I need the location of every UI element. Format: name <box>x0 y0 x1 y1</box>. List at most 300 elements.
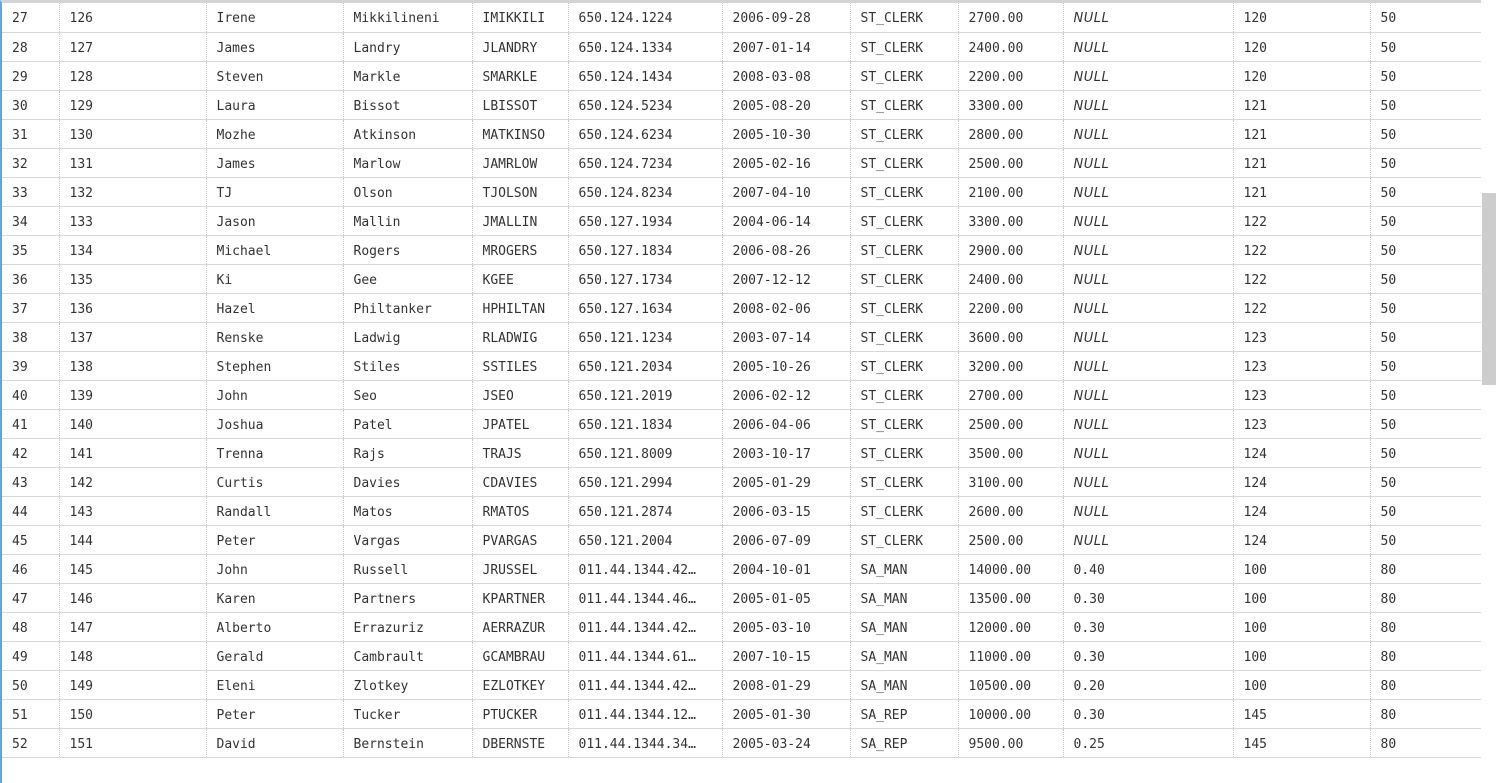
first-name-cell[interactable]: Stephen <box>206 351 343 380</box>
hire-date-cell[interactable]: 2007-10-15 <box>722 641 850 670</box>
last-name-cell[interactable]: Rogers <box>343 235 472 264</box>
table-row[interactable] <box>2 32 1481 61</box>
phone-number-cell[interactable]: 650.124.1334 <box>568 32 722 61</box>
salary-cell[interactable]: 2500.00 <box>958 525 1063 554</box>
salary-cell[interactable]: 9500.00 <box>958 728 1063 757</box>
salary-cell[interactable]: 3300.00 <box>958 90 1063 119</box>
first-name-cell[interactable]: John <box>206 380 343 409</box>
commission-pct-cell[interactable]: NULL <box>1063 351 1233 380</box>
email-cell[interactable]: EZLOTKEY <box>472 670 568 699</box>
table-row[interactable] <box>2 293 1481 322</box>
job-id-cell[interactable]: SA_MAN <box>850 670 958 699</box>
last-name-cell[interactable]: Bissot <box>343 90 472 119</box>
first-name-cell[interactable]: Joshua <box>206 409 343 438</box>
department-id-cell[interactable]: 50 <box>1370 351 1481 380</box>
salary-cell[interactable]: 2800.00 <box>958 119 1063 148</box>
email-cell[interactable]: DBERNSTE <box>472 728 568 757</box>
table-row[interactable] <box>2 119 1481 148</box>
manager-id-cell[interactable]: 121 <box>1233 119 1370 148</box>
department-id-cell[interactable]: 50 <box>1370 3 1481 32</box>
manager-id-cell[interactable]: 122 <box>1233 235 1370 264</box>
department-id-cell[interactable]: 50 <box>1370 61 1481 90</box>
department-id-cell[interactable]: 50 <box>1370 322 1481 351</box>
commission-pct-cell[interactable]: NULL <box>1063 293 1233 322</box>
job-id-cell[interactable]: ST_CLERK <box>850 525 958 554</box>
email-cell[interactable]: JMALLIN <box>472 206 568 235</box>
table-row[interactable] <box>2 235 1481 264</box>
employee-id-cell[interactable]: 142 <box>59 467 206 496</box>
department-id-cell[interactable]: 50 <box>1370 496 1481 525</box>
commission-pct-cell[interactable]: NULL <box>1063 119 1233 148</box>
employee-id-cell[interactable]: 126 <box>59 3 206 32</box>
first-name-cell[interactable]: Jason <box>206 206 343 235</box>
job-id-cell[interactable]: ST_CLERK <box>850 235 958 264</box>
manager-id-cell[interactable]: 100 <box>1233 641 1370 670</box>
salary-cell[interactable]: 2500.00 <box>958 148 1063 177</box>
first-name-cell[interactable]: TJ <box>206 177 343 206</box>
manager-id-cell[interactable]: 120 <box>1233 32 1370 61</box>
job-id-cell[interactable]: ST_CLERK <box>850 3 958 32</box>
employee-id-cell[interactable]: 129 <box>59 90 206 119</box>
email-cell[interactable]: IMIKKILI <box>472 3 568 32</box>
employee-id-cell[interactable]: 133 <box>59 206 206 235</box>
hire-date-cell[interactable]: 2003-07-14 <box>722 322 850 351</box>
first-name-cell[interactable]: Renske <box>206 322 343 351</box>
last-name-cell[interactable]: Marlow <box>343 148 472 177</box>
department-id-cell[interactable]: 50 <box>1370 32 1481 61</box>
table-row[interactable] <box>2 583 1481 612</box>
job-id-cell[interactable]: ST_CLERK <box>850 119 958 148</box>
employee-id-cell[interactable]: 132 <box>59 177 206 206</box>
manager-id-cell[interactable]: 121 <box>1233 148 1370 177</box>
job-id-cell[interactable]: ST_CLERK <box>850 351 958 380</box>
hire-date-cell[interactable]: 2006-04-06 <box>722 409 850 438</box>
scrollbar-thumb[interactable] <box>1482 193 1496 385</box>
phone-number-cell[interactable]: 650.124.1434 <box>568 61 722 90</box>
job-id-cell[interactable]: ST_CLERK <box>850 438 958 467</box>
hire-date-cell[interactable]: 2008-03-08 <box>722 61 850 90</box>
manager-id-cell[interactable]: 122 <box>1233 264 1370 293</box>
job-id-cell[interactable]: ST_CLERK <box>850 264 958 293</box>
email-cell[interactable]: PTUCKER <box>472 699 568 728</box>
last-name-cell[interactable]: Matos <box>343 496 472 525</box>
salary-cell[interactable]: 3100.00 <box>958 467 1063 496</box>
employee-id-cell[interactable]: 150 <box>59 699 206 728</box>
email-cell[interactable]: KGEE <box>472 264 568 293</box>
department-id-cell[interactable]: 50 <box>1370 409 1481 438</box>
manager-id-cell[interactable]: 124 <box>1233 496 1370 525</box>
table-row[interactable] <box>2 177 1481 206</box>
department-id-cell[interactable]: 50 <box>1370 293 1481 322</box>
first-name-cell[interactable]: James <box>206 148 343 177</box>
email-cell[interactable]: CDAVIES <box>472 467 568 496</box>
last-name-cell[interactable]: Errazuriz <box>343 612 472 641</box>
first-name-cell[interactable]: Steven <box>206 61 343 90</box>
commission-pct-cell[interactable]: NULL <box>1063 322 1233 351</box>
salary-cell[interactable]: 13500.00 <box>958 583 1063 612</box>
commission-pct-cell[interactable]: NULL <box>1063 264 1233 293</box>
department-id-cell[interactable]: 80 <box>1370 612 1481 641</box>
employee-id-cell[interactable]: 141 <box>59 438 206 467</box>
job-id-cell[interactable]: SA_MAN <box>850 554 958 583</box>
job-id-cell[interactable]: ST_CLERK <box>850 293 958 322</box>
job-id-cell[interactable]: ST_CLERK <box>850 206 958 235</box>
table-row[interactable] <box>2 351 1481 380</box>
hire-date-cell[interactable]: 2007-12-12 <box>722 264 850 293</box>
table-row[interactable] <box>2 148 1481 177</box>
employee-id-cell[interactable]: 143 <box>59 496 206 525</box>
employee-id-cell[interactable]: 137 <box>59 322 206 351</box>
phone-number-cell[interactable]: 650.121.8009 <box>568 438 722 467</box>
first-name-cell[interactable]: David <box>206 728 343 757</box>
phone-number-cell[interactable]: 650.121.2874 <box>568 496 722 525</box>
job-id-cell[interactable]: ST_CLERK <box>850 177 958 206</box>
hire-date-cell[interactable]: 2006-07-09 <box>722 525 850 554</box>
job-id-cell[interactable]: SA_REP <box>850 728 958 757</box>
email-cell[interactable]: SSTILES <box>472 351 568 380</box>
salary-cell[interactable]: 2600.00 <box>958 496 1063 525</box>
hire-date-cell[interactable]: 2004-10-01 <box>722 554 850 583</box>
first-name-cell[interactable]: Hazel <box>206 293 343 322</box>
commission-pct-cell[interactable]: NULL <box>1063 496 1233 525</box>
salary-cell[interactable]: 2400.00 <box>958 264 1063 293</box>
email-cell[interactable]: RLADWIG <box>472 322 568 351</box>
last-name-cell[interactable]: Seo <box>343 380 472 409</box>
employee-id-cell[interactable]: 145 <box>59 554 206 583</box>
manager-id-cell[interactable]: 124 <box>1233 525 1370 554</box>
commission-pct-cell[interactable]: 0.30 <box>1063 641 1233 670</box>
manager-id-cell[interactable]: 123 <box>1233 322 1370 351</box>
last-name-cell[interactable]: Gee <box>343 264 472 293</box>
last-name-cell[interactable]: Stiles <box>343 351 472 380</box>
first-name-cell[interactable]: Alberto <box>206 612 343 641</box>
phone-number-cell[interactable]: 011.44.1344.12… <box>568 699 722 728</box>
hire-date-cell[interactable]: 2005-08-20 <box>722 90 850 119</box>
job-id-cell[interactable]: ST_CLERK <box>850 322 958 351</box>
phone-number-cell[interactable]: 650.124.6234 <box>568 119 722 148</box>
first-name-cell[interactable]: Trenna <box>206 438 343 467</box>
table-row[interactable] <box>2 641 1481 670</box>
email-cell[interactable]: SMARKLE <box>472 61 568 90</box>
email-cell[interactable]: MROGERS <box>472 235 568 264</box>
first-name-cell[interactable]: Randall <box>206 496 343 525</box>
employee-id-cell[interactable]: 130 <box>59 119 206 148</box>
email-cell[interactable]: JLANDRY <box>472 32 568 61</box>
last-name-cell[interactable]: Patel <box>343 409 472 438</box>
email-cell[interactable]: LBISSOT <box>472 90 568 119</box>
email-cell[interactable]: GCAMBRAU <box>472 641 568 670</box>
last-name-cell[interactable]: Davies <box>343 467 472 496</box>
job-id-cell[interactable]: ST_CLERK <box>850 61 958 90</box>
employee-id-cell[interactable]: 151 <box>59 728 206 757</box>
email-cell[interactable]: KPARTNER <box>472 583 568 612</box>
commission-pct-cell[interactable]: NULL <box>1063 409 1233 438</box>
email-cell[interactable]: AERRAZUR <box>472 612 568 641</box>
first-name-cell[interactable]: Peter <box>206 525 343 554</box>
table-row[interactable] <box>2 699 1481 728</box>
salary-cell[interactable]: 11000.00 <box>958 641 1063 670</box>
table-row[interactable] <box>2 90 1481 119</box>
email-cell[interactable]: PVARGAS <box>472 525 568 554</box>
manager-id-cell[interactable]: 122 <box>1233 206 1370 235</box>
commission-pct-cell[interactable]: NULL <box>1063 90 1233 119</box>
hire-date-cell[interactable]: 2005-02-16 <box>722 148 850 177</box>
employee-id-cell[interactable]: 136 <box>59 293 206 322</box>
employee-id-cell[interactable]: 147 <box>59 612 206 641</box>
commission-pct-cell[interactable]: NULL <box>1063 3 1233 32</box>
phone-number-cell[interactable]: 650.121.2004 <box>568 525 722 554</box>
department-id-cell[interactable]: 80 <box>1370 728 1481 757</box>
manager-id-cell[interactable]: 100 <box>1233 583 1370 612</box>
manager-id-cell[interactable]: 121 <box>1233 90 1370 119</box>
hire-date-cell[interactable]: 2005-01-30 <box>722 699 850 728</box>
commission-pct-cell[interactable]: NULL <box>1063 438 1233 467</box>
last-name-cell[interactable]: Partners <box>343 583 472 612</box>
email-cell[interactable]: MATKINSO <box>472 119 568 148</box>
first-name-cell[interactable]: Laura <box>206 90 343 119</box>
salary-cell[interactable]: 2200.00 <box>958 61 1063 90</box>
phone-number-cell[interactable]: 011.44.1344.42… <box>568 554 722 583</box>
manager-id-cell[interactable]: 120 <box>1233 61 1370 90</box>
email-cell[interactable]: RMATOS <box>472 496 568 525</box>
commission-pct-cell[interactable]: NULL <box>1063 32 1233 61</box>
employee-id-cell[interactable]: 139 <box>59 380 206 409</box>
manager-id-cell[interactable]: 100 <box>1233 554 1370 583</box>
salary-cell[interactable]: 12000.00 <box>958 612 1063 641</box>
hire-date-cell[interactable]: 2005-01-05 <box>722 583 850 612</box>
department-id-cell[interactable]: 50 <box>1370 235 1481 264</box>
department-id-cell[interactable]: 80 <box>1370 641 1481 670</box>
manager-id-cell[interactable]: 145 <box>1233 699 1370 728</box>
table-row[interactable] <box>2 264 1481 293</box>
employee-id-cell[interactable]: 146 <box>59 583 206 612</box>
last-name-cell[interactable]: Ladwig <box>343 322 472 351</box>
employee-id-cell[interactable]: 127 <box>59 32 206 61</box>
table-row[interactable] <box>2 380 1481 409</box>
commission-pct-cell[interactable]: NULL <box>1063 148 1233 177</box>
department-id-cell[interactable]: 50 <box>1370 177 1481 206</box>
email-cell[interactable]: JPATEL <box>472 409 568 438</box>
department-id-cell[interactable]: 80 <box>1370 554 1481 583</box>
commission-pct-cell[interactable]: NULL <box>1063 467 1233 496</box>
hire-date-cell[interactable]: 2004-06-14 <box>722 206 850 235</box>
email-cell[interactable]: JSEO <box>472 380 568 409</box>
first-name-cell[interactable]: Ki <box>206 264 343 293</box>
department-id-cell[interactable]: 50 <box>1370 90 1481 119</box>
hire-date-cell[interactable]: 2005-03-10 <box>722 612 850 641</box>
employee-id-cell[interactable]: 138 <box>59 351 206 380</box>
manager-id-cell[interactable]: 123 <box>1233 351 1370 380</box>
manager-id-cell[interactable]: 145 <box>1233 728 1370 757</box>
hire-date-cell[interactable]: 2006-02-12 <box>722 380 850 409</box>
table-row[interactable] <box>2 728 1481 757</box>
salary-cell[interactable]: 3500.00 <box>958 438 1063 467</box>
last-name-cell[interactable]: Bernstein <box>343 728 472 757</box>
first-name-cell[interactable]: Mozhe <box>206 119 343 148</box>
hire-date-cell[interactable]: 2005-03-24 <box>722 728 850 757</box>
email-cell[interactable]: JAMRLOW <box>472 148 568 177</box>
last-name-cell[interactable]: Olson <box>343 177 472 206</box>
last-name-cell[interactable]: Tucker <box>343 699 472 728</box>
phone-number-cell[interactable]: 650.124.8234 <box>568 177 722 206</box>
salary-cell[interactable]: 2900.00 <box>958 235 1063 264</box>
first-name-cell[interactable]: Eleni <box>206 670 343 699</box>
commission-pct-cell[interactable]: NULL <box>1063 525 1233 554</box>
first-name-cell[interactable]: Gerald <box>206 641 343 670</box>
salary-cell[interactable]: 2700.00 <box>958 380 1063 409</box>
table-row[interactable] <box>2 322 1481 351</box>
hire-date-cell[interactable]: 2006-03-15 <box>722 496 850 525</box>
last-name-cell[interactable]: Landry <box>343 32 472 61</box>
last-name-cell[interactable]: Mikkilineni <box>343 3 472 32</box>
last-name-cell[interactable]: Philtanker <box>343 293 472 322</box>
manager-id-cell[interactable]: 100 <box>1233 670 1370 699</box>
commission-pct-cell[interactable]: NULL <box>1063 206 1233 235</box>
commission-pct-cell[interactable]: NULL <box>1063 177 1233 206</box>
employee-id-cell[interactable]: 131 <box>59 148 206 177</box>
hire-date-cell[interactable]: 2007-01-14 <box>722 32 850 61</box>
employee-id-cell[interactable]: 134 <box>59 235 206 264</box>
job-id-cell[interactable]: SA_MAN <box>850 641 958 670</box>
manager-id-cell[interactable]: 121 <box>1233 177 1370 206</box>
table-row[interactable] <box>2 206 1481 235</box>
manager-id-cell[interactable]: 124 <box>1233 467 1370 496</box>
table-row[interactable] <box>2 554 1481 583</box>
first-name-cell[interactable]: Karen <box>206 583 343 612</box>
phone-number-cell[interactable]: 650.124.5234 <box>568 90 722 119</box>
manager-id-cell[interactable]: 120 <box>1233 3 1370 32</box>
hire-date-cell[interactable]: 2008-02-06 <box>722 293 850 322</box>
phone-number-cell[interactable]: 011.44.1344.42… <box>568 612 722 641</box>
phone-number-cell[interactable]: 650.127.1834 <box>568 235 722 264</box>
job-id-cell[interactable]: SA_MAN <box>850 583 958 612</box>
commission-pct-cell[interactable]: NULL <box>1063 235 1233 264</box>
department-id-cell[interactable]: 80 <box>1370 583 1481 612</box>
phone-number-cell[interactable]: 011.44.1344.42… <box>568 670 722 699</box>
commission-pct-cell[interactable]: 0.40 <box>1063 554 1233 583</box>
first-name-cell[interactable]: Curtis <box>206 467 343 496</box>
salary-cell[interactable]: 10000.00 <box>958 699 1063 728</box>
first-name-cell[interactable]: Peter <box>206 699 343 728</box>
employee-id-cell[interactable]: 135 <box>59 264 206 293</box>
job-id-cell[interactable]: ST_CLERK <box>850 467 958 496</box>
last-name-cell[interactable]: Atkinson <box>343 119 472 148</box>
job-id-cell[interactable]: SA_MAN <box>850 612 958 641</box>
first-name-cell[interactable]: John <box>206 554 343 583</box>
hire-date-cell[interactable]: 2005-01-29 <box>722 467 850 496</box>
department-id-cell[interactable]: 50 <box>1370 264 1481 293</box>
department-id-cell[interactable]: 50 <box>1370 148 1481 177</box>
hire-date-cell[interactable]: 2003-10-17 <box>722 438 850 467</box>
commission-pct-cell[interactable]: 0.30 <box>1063 583 1233 612</box>
commission-pct-cell[interactable]: 0.25 <box>1063 728 1233 757</box>
phone-number-cell[interactable]: 650.121.1234 <box>568 322 722 351</box>
department-id-cell[interactable]: 50 <box>1370 206 1481 235</box>
salary-cell[interactable]: 3600.00 <box>958 322 1063 351</box>
last-name-cell[interactable]: Russell <box>343 554 472 583</box>
salary-cell[interactable]: 2400.00 <box>958 32 1063 61</box>
employee-id-cell[interactable]: 128 <box>59 61 206 90</box>
hire-date-cell[interactable]: 2006-08-26 <box>722 235 850 264</box>
employee-id-cell[interactable]: 149 <box>59 670 206 699</box>
salary-cell[interactable]: 10500.00 <box>958 670 1063 699</box>
job-id-cell[interactable]: SA_REP <box>850 699 958 728</box>
table-row[interactable] <box>2 496 1481 525</box>
last-name-cell[interactable]: Rajs <box>343 438 472 467</box>
job-id-cell[interactable]: ST_CLERK <box>850 148 958 177</box>
phone-number-cell[interactable]: 650.124.1224 <box>568 3 722 32</box>
salary-cell[interactable]: 2100.00 <box>958 177 1063 206</box>
manager-id-cell[interactable]: 122 <box>1233 293 1370 322</box>
job-id-cell[interactable]: ST_CLERK <box>850 90 958 119</box>
employee-id-cell[interactable]: 148 <box>59 641 206 670</box>
department-id-cell[interactable]: 50 <box>1370 119 1481 148</box>
table-row[interactable] <box>2 61 1481 90</box>
department-id-cell[interactable]: 50 <box>1370 438 1481 467</box>
department-id-cell[interactable]: 50 <box>1370 525 1481 554</box>
last-name-cell[interactable]: Cambrault <box>343 641 472 670</box>
department-id-cell[interactable]: 80 <box>1370 670 1481 699</box>
manager-id-cell[interactable]: 123 <box>1233 409 1370 438</box>
first-name-cell[interactable]: James <box>206 32 343 61</box>
commission-pct-cell[interactable]: NULL <box>1063 380 1233 409</box>
phone-number-cell[interactable]: 650.127.1634 <box>568 293 722 322</box>
table-row[interactable] <box>2 525 1481 554</box>
hire-date-cell[interactable]: 2006-09-28 <box>722 3 850 32</box>
table-row[interactable] <box>2 409 1481 438</box>
manager-id-cell[interactable]: 124 <box>1233 438 1370 467</box>
employee-id-cell[interactable]: 140 <box>59 409 206 438</box>
phone-number-cell[interactable]: 650.124.7234 <box>568 148 722 177</box>
job-id-cell[interactable]: ST_CLERK <box>850 32 958 61</box>
job-id-cell[interactable]: ST_CLERK <box>850 496 958 525</box>
salary-cell[interactable]: 3300.00 <box>958 206 1063 235</box>
commission-pct-cell[interactable]: 0.30 <box>1063 699 1233 728</box>
hire-date-cell[interactable]: 2005-10-26 <box>722 351 850 380</box>
phone-number-cell[interactable]: 011.44.1344.61… <box>568 641 722 670</box>
last-name-cell[interactable]: Mallin <box>343 206 472 235</box>
table-row[interactable] <box>2 438 1481 467</box>
hire-date-cell[interactable]: 2008-01-29 <box>722 670 850 699</box>
department-id-cell[interactable]: 50 <box>1370 467 1481 496</box>
department-id-cell[interactable]: 50 <box>1370 380 1481 409</box>
salary-cell[interactable]: 2200.00 <box>958 293 1063 322</box>
table-row[interactable] <box>2 467 1481 496</box>
phone-number-cell[interactable]: 650.127.1734 <box>568 264 722 293</box>
commission-pct-cell[interactable]: 0.20 <box>1063 670 1233 699</box>
email-cell[interactable]: TJOLSON <box>472 177 568 206</box>
phone-number-cell[interactable]: 650.121.2994 <box>568 467 722 496</box>
job-id-cell[interactable]: ST_CLERK <box>850 380 958 409</box>
email-cell[interactable]: HPHILTAN <box>472 293 568 322</box>
commission-pct-cell[interactable]: 0.30 <box>1063 612 1233 641</box>
vertical-scrollbar[interactable] <box>1481 0 1496 783</box>
job-id-cell[interactable]: ST_CLERK <box>850 409 958 438</box>
manager-id-cell[interactable]: 123 <box>1233 380 1370 409</box>
salary-cell[interactable]: 3200.00 <box>958 351 1063 380</box>
phone-number-cell[interactable]: 650.121.1834 <box>568 409 722 438</box>
table-row[interactable] <box>2 3 1481 32</box>
salary-cell[interactable]: 2500.00 <box>958 409 1063 438</box>
last-name-cell[interactable]: Zlotkey <box>343 670 472 699</box>
commission-pct-cell[interactable]: NULL <box>1063 61 1233 90</box>
employee-id-cell[interactable]: 144 <box>59 525 206 554</box>
email-cell[interactable]: JRUSSEL <box>472 554 568 583</box>
phone-number-cell[interactable]: 011.44.1344.46… <box>568 583 722 612</box>
phone-number-cell[interactable]: 650.121.2034 <box>568 351 722 380</box>
phone-number-cell[interactable]: 011.44.1344.34… <box>568 728 722 757</box>
salary-cell[interactable]: 2700.00 <box>958 3 1063 32</box>
